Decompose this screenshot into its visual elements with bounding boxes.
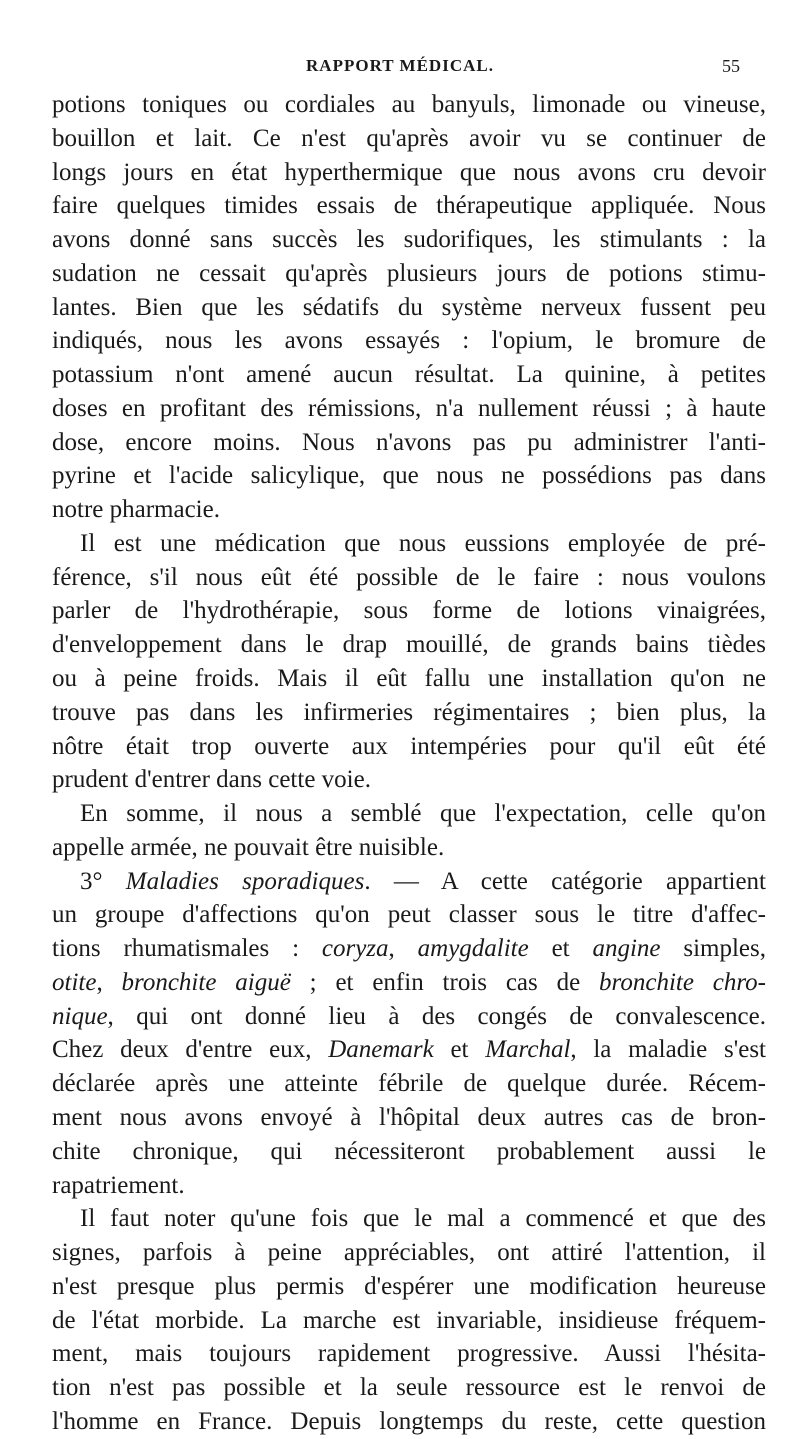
italic-segment: angine — [592, 935, 661, 963]
text-line — [52, 932, 766, 966]
text-segment: pyrine et l'acide salicylique, que nous ne possédions pas dans — [52, 462, 766, 490]
text-segment: faire quelques timides essais de thérapeutique appliquée. Nous — [52, 192, 766, 220]
text-line — [52, 662, 766, 696]
text-segment: En somme, il nous a semblé que l'expectation, celle qu'on — [80, 800, 766, 828]
text-segment: tions rhumatismales : — [52, 935, 322, 963]
italic-segment: nique — [52, 1002, 108, 1030]
text-line — [52, 122, 766, 156]
text-segment: signes, parfois à peine appréciables, ont attiré l'attention, il — [52, 1239, 766, 1267]
body-text — [52, 88, 766, 1439]
text-segment: notre pharmacie. — [52, 496, 220, 524]
text-line — [52, 1270, 766, 1304]
text-line — [52, 730, 766, 764]
text-segment: , qui ont donné lieu à des congés de convalescence. — [107, 1002, 766, 1030]
text-segment: un groupe d'affections qu'on peut classer sous le titre d'affec- — [52, 901, 766, 929]
text-segment: rapatriement. — [52, 1171, 185, 1199]
text-line — [52, 1202, 766, 1236]
text-line — [52, 358, 766, 392]
page-header — [0, 50, 800, 80]
text-segment: dose, encore moins. Nous n'avons pas pu administrer l'anti- — [52, 428, 766, 456]
text-segment: parler de l'hydrothérapie, sous forme de lotions vinaigrées, — [52, 597, 766, 625]
text-segment: l'homme en France. Depuis longtemps du reste, cette question — [52, 1407, 766, 1435]
text-line — [52, 493, 766, 527]
text-segment: prudent d'entrer dans cette voie. — [52, 766, 371, 794]
text-segment: ; et enfin trois cas de — [290, 968, 600, 996]
text-segment: n'est presque plus permis d'espérer une modification heureuse — [52, 1272, 766, 1300]
text-segment: de l'état morbide. La marche est invariable, insidieuse fréquem- — [52, 1306, 766, 1334]
text-segment: sudation ne cessait qu'après plusieurs jours de potions stimu- — [52, 259, 766, 287]
text-line — [52, 763, 766, 797]
text-segment: potassium n'ont amené aucun résultat. La quinine, à petites — [52, 361, 766, 389]
text-line — [52, 1067, 766, 1101]
page-number: 55 — [722, 56, 740, 76]
text-line — [52, 797, 766, 831]
text-line — [52, 1169, 766, 1203]
text-line — [52, 223, 766, 257]
text-line — [52, 1135, 766, 1169]
italic-segment: coryza — [321, 935, 389, 963]
text-line — [52, 257, 766, 291]
italic-segment: otite — [52, 968, 97, 996]
text-segment: déclarée après une atteinte fébrile de quelque durée. Récem- — [52, 1070, 766, 1098]
text-segment: , — [388, 935, 418, 963]
text-line — [52, 291, 766, 325]
text-line — [52, 898, 766, 932]
text-segment: lantes. Bien que les sédatifs du système nerveux fussent peu — [52, 293, 766, 321]
text-line — [52, 831, 766, 865]
text-segment: appelle armée, ne pouvait être nuisible. — [52, 833, 445, 861]
text-segment: , la maladie s'est — [570, 1036, 766, 1064]
text-line — [52, 561, 766, 595]
text-segment: longs jours en état hyperthermique que nous avons cru devoir — [52, 158, 766, 186]
text-segment: Chez deux d'entre eux, — [52, 1036, 329, 1064]
text-segment: d'enveloppement dans le drap mouillé, de grands bains tièdes — [52, 631, 766, 659]
text-segment: et — [528, 935, 593, 963]
italic-segment: bronchite aiguë — [121, 968, 291, 996]
text-segment: ment nous avons envoyé à l'hôpital deux autres cas de bron- — [52, 1103, 766, 1131]
text-line — [52, 594, 766, 628]
text-segment: nôtre était trop ouverte aux intempéries pour qu'il eût été — [52, 732, 766, 760]
italic-segment: Maladies sporadiques — [125, 867, 365, 895]
running-head: RAPPORT MÉDICAL. — [306, 56, 494, 75]
text-segment: doses en profitant des rémissions, n'a nullement réussi ; à haute — [52, 394, 766, 422]
text-line — [52, 628, 766, 662]
text-line — [52, 88, 766, 122]
text-segment: chite chronique, qui nécessiteront probablement aussi le — [52, 1137, 766, 1165]
text-segment: et — [433, 1036, 486, 1064]
text-segment: ou à peine froids. Mais il eût fallu une installation qu'on ne — [52, 665, 766, 693]
text-line — [52, 426, 766, 460]
text-segment: simples, — [660, 935, 766, 963]
text-line — [52, 1000, 766, 1034]
text-segment: , — [96, 968, 122, 996]
text-line — [52, 966, 766, 1000]
text-line — [52, 1371, 766, 1405]
text-segment: tion n'est pas possible et la seule ressource est le renvoi de — [52, 1374, 766, 1402]
text-line — [52, 696, 766, 730]
text-line — [52, 1033, 766, 1067]
text-segment: férence, s'il nous eût été possible de le faire : nous voulons — [52, 563, 766, 591]
text-line — [52, 189, 766, 223]
text-segment: Il est une médication que nous eussions employée de pré- — [80, 529, 766, 557]
italic-segment: bronchite chro- — [599, 968, 766, 996]
text-line — [52, 324, 766, 358]
text-line — [52, 865, 766, 899]
italic-segment: Danemark — [328, 1036, 434, 1064]
text-segment: bouillon et lait. Ce n'est qu'après avoir vu se continuer de — [52, 124, 766, 152]
text-line — [52, 1337, 766, 1371]
text-segment: potions toniques ou cordiales au banyuls, limonade ou vineuse, — [52, 91, 766, 118]
text-line — [52, 1405, 766, 1439]
text-segment: indiqués, nous les avons essayés : l'opium, le bromure de — [52, 327, 766, 355]
text-line — [52, 1304, 766, 1338]
text-line — [52, 1101, 766, 1135]
italic-segment: amygdalite — [417, 935, 529, 963]
text-segment: avons donné sans succès les sudorifiques, les stimulants : la — [52, 226, 766, 254]
text-segment: 3° — [80, 867, 126, 895]
text-line — [52, 156, 766, 190]
text-line — [52, 392, 766, 426]
text-segment: ment, mais toujours rapidement progressive. Aussi l'hésita- — [52, 1340, 766, 1368]
text-line — [52, 459, 766, 493]
text-segment: trouve pas dans les infirmeries régimentaires ; bien plus, la — [52, 698, 766, 726]
text-segment: . — A cette catégorie appartient — [364, 867, 766, 895]
text-segment: Il faut noter qu'une fois que le mal a commencé et que des — [80, 1205, 766, 1233]
italic-segment: Marchal — [485, 1036, 571, 1064]
text-line — [52, 527, 766, 561]
text-line — [52, 1236, 766, 1270]
